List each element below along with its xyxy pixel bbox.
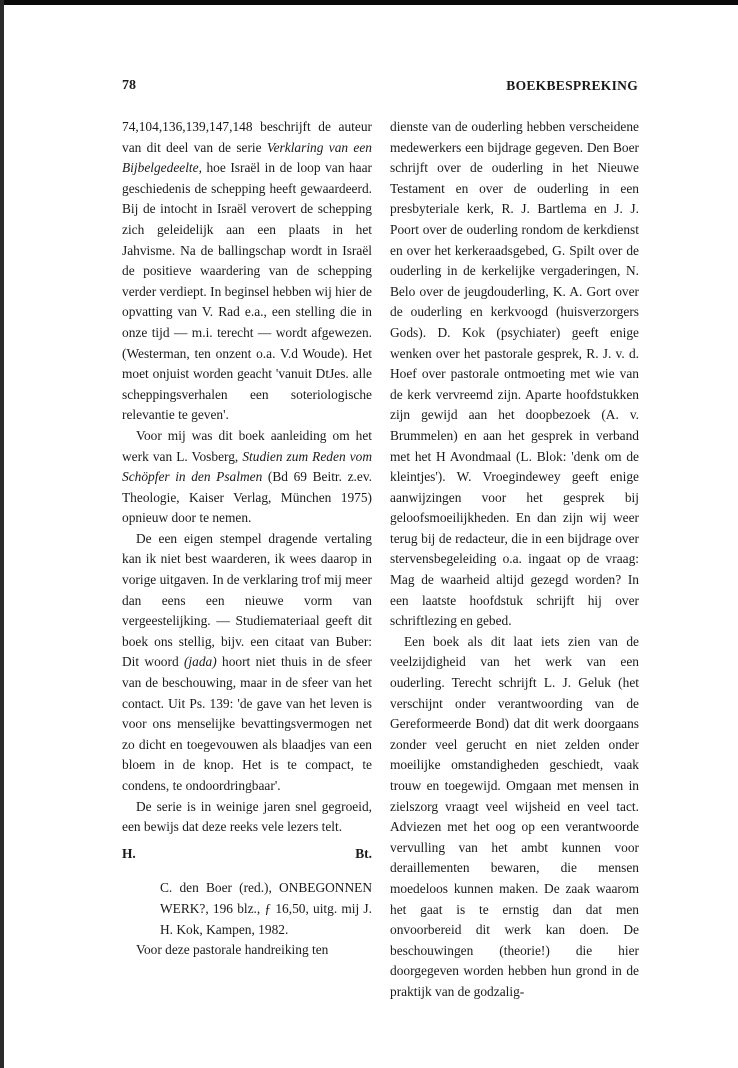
left-column — [122, 117, 372, 961]
text-span: (Bd 69 Beitr. z.ev. Theologie, Kaiser Verlag, München 1975) opnieuw door te nemen. — [122, 469, 372, 526]
signature-left: H. — [122, 845, 136, 861]
running-head: BOEKBESPREKING — [506, 78, 638, 93]
right-column — [390, 117, 639, 1003]
signature-right: Bt. — [355, 845, 372, 861]
text-span: De een eigen stempel dragende vertaling kan ik niet best waarderen, ik wees daarop in vorige uitgaven. In de verklaring trof mij meer dan eens een nieuwe vorm van vergeestelijking. — Studiemateriaal geeft dit boek ons stellig, bijv. een citaat van Buber: Dit woord — [122, 530, 372, 670]
paragraph: dienste van de ouderling hebben verscheidene medewerkers een bijdrage gegeven. Den Boer schrijft over de ouderling in het Nieuwe Testament en over de ouderling in een presbyteriale kerk, R. J. Bartlema en J. J. Poort over de ouderling rondom de kerkdienst en over het kerkeraadsgebed, G. Spilt over de ouderling in de kerkelijke vergaderingen, N. Belo over de jeugdouderling, K. A. Gort over de ouderling en kerkvoogd (huisverzorgers Gods). D. Kok (psychiater) geeft enige wenken over het pastorale gesprek, R. J. v. d. Hoef over pastorale ontmoeting met wie van de kerk vervreemd zijn. Aparte hoofdstukken zijn gewijd aan het doopbezoek (A. v. Brummelen) en aan het gesprek in verband met het H Avondmaal (L. Blok: 'denk om de kleintjes'). W. Vroegindewey geeft enige aanwijzingen voor het gesprek bij geloofsmoeilijkheden. En dan zijn wij weer terug bij de redacteur, die in een bijdrage over stervensbegeleiding o.a. ingaat op de vraag: Mag de waarheid altijd gezegd worden? In een laatste hoofdstuk schrijft hij over schriftlezing en gebed. — [390, 119, 639, 629]
paragraph — [122, 426, 372, 529]
page-number: 78 — [122, 78, 136, 93]
text-span: hoe Israël in de loop van haar geschiedenis de schepping heeft gewaardeerd. Bij de intocht in Israël verovert de schepping zich geleidelijk aan een plaats in het Jahvisme. Na de ballingschap wordt in Israël de positieve waardering van de schepping verder verdiept. In beginsel hebben wij hier de opvatting van V. Rad e.a., een stelling die in onze tijd — m.i. terecht — wordt afgewezen. (Westerman, ten onzent o.a. V.d Woude). Het moet onjuist worden geacht 'vanuit DtJes. alle scheppingsverhalen een soteriologische relevantie te geven'. — [122, 160, 372, 423]
paragraph: De serie is in weinige jaren snel gegroeid, een bewijs dat deze reeks vele lezers telt. — [122, 798, 372, 835]
text-span: 74,104,136,139,147,148 beschrijft de auteur van dit deel van de serie — [122, 119, 372, 155]
review-signature — [122, 844, 372, 865]
italic-term: (jada) — [183, 654, 217, 670]
text-span: Voor mij was dit boek aanleiding om het werk van L. Vosberg, — [122, 427, 372, 464]
book-title: Studien zum Reden vom Schöpfer in den Psalmen — [122, 448, 372, 485]
text-span: hoort niet thuis in de sfeer van de beschouwing, maar in de sfeer van het contact. Uit Ps. 139: 'de gave van het leven is voor ons menselijke bevattingsvermogen net zo dicht en toegevouwen als blaadjes van een bloem in de knop. Het is te compact, te condens, te ondoordringbaar'. — [122, 654, 372, 793]
book-reference: C. den Boer (red.), ONBEGONNEN WERK?, 196 blz., ƒ 16,50, uitg. mij J. H. Kok, Kampen, 1982. — [160, 880, 372, 937]
series-title: Verklaring van een Bijbelgedeelte, — [122, 139, 372, 176]
paragraph — [122, 117, 372, 426]
paragraph: Een boek als dit laat iets zien van de veelzijdigheid van het werk van een ouderling. Terecht schrijft L. J. Geluk (het verschijnt onder verantwoording van de Gereformeerde Bond) dat dit werk doorgaans zonder veel gerucht en niet zelden onder moeilijke omstandigheden geschiedt, vaak trouw en toegewijd. Omgaan met mensen in zielszorg vraagt veel wijsheid en veel tact. Adviezen met het oog op een verantwoorde vervulling van het ambt kunnen voor deraillementen bewaren, die mensen moedeloos kunnen maken. De zaak waarom het gaat is te ernstig dan dat men onvoorbereid dit werk kan doen. De beschouwingen (theorie!) die hier doorgegeven worden hebben hun grond in de praktijk van de godzalig- — [390, 633, 639, 999]
paragraph — [122, 529, 372, 797]
paragraph: Voor deze pastorale handreiking ten — [136, 942, 329, 958]
